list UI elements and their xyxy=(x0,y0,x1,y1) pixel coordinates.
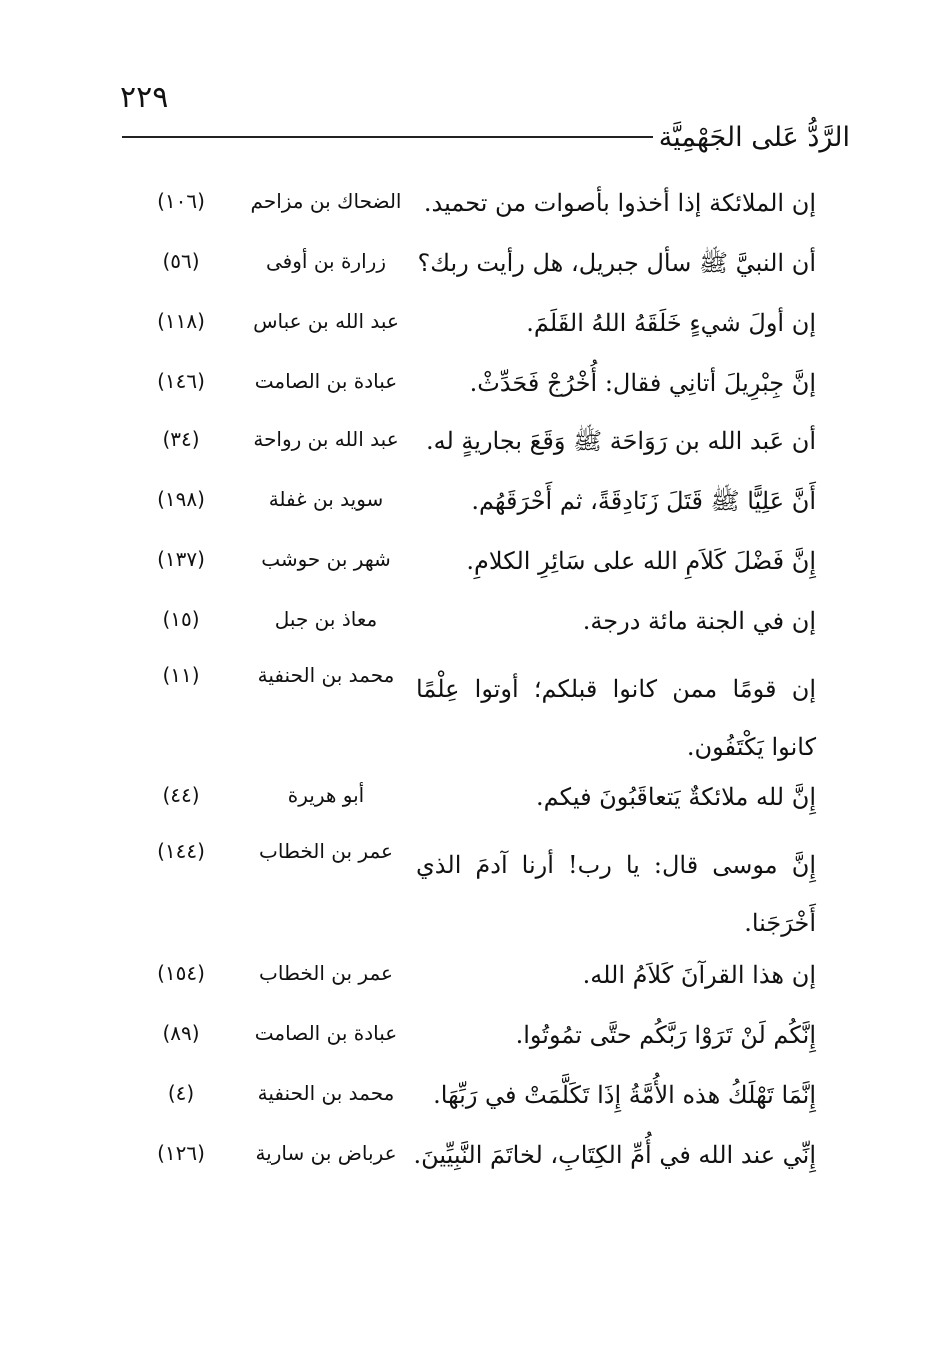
hadith-text: إن قومًا ممن كانوا قبلكم؛ أوتوا عِلْمًا كانوا يَكْتَفُون. xyxy=(416,675,816,761)
narrator-name: عمر بن الخطاب xyxy=(259,839,393,863)
narrator-name: معاذ بن جبل xyxy=(274,607,378,631)
reference-number: (٨٩) xyxy=(162,1021,200,1045)
narrator-name: عمر بن الخطاب xyxy=(259,961,393,985)
reference-number: (١٢٦) xyxy=(157,1141,205,1165)
reference-number: (٥٦) xyxy=(162,249,200,273)
reference-number: (١٥٤) xyxy=(157,961,205,985)
narrator-name: عرباض بن سارية xyxy=(255,1141,397,1165)
hadith-text: أن النبيَّ ﷺ سأل جبريل، هل رأيت ربك؟ xyxy=(417,249,816,277)
hadith-text: إِنَّمَا تَهْلَكُ هذه الأُمَّةُ إِذَا تَكَلَّمَتْ في رَبِّهَا. xyxy=(433,1081,816,1109)
hadith-text: إِنَّ موسى قال: يا رب! أرنا آدمَ الذي أَخْرَجَنا. xyxy=(416,851,816,937)
narrator-name: شهر بن حوشب xyxy=(261,547,391,571)
hadith-text: إنَّ جِبْرِيلَ أتانِي فقال: أُخْرُجْ فَحَدِّثْ. xyxy=(469,369,816,397)
reference-number: (٤) xyxy=(167,1081,195,1105)
narrator-name: سويد بن غفلة xyxy=(268,487,384,511)
narrator-name: عبادة بن الصامت xyxy=(254,369,398,393)
reference-number: (١٤٦) xyxy=(157,369,205,393)
narrator-name: الضحاك بن مزاحم xyxy=(250,189,402,213)
narrator-name: محمد بن الحنفية xyxy=(257,1081,395,1105)
hadith-text: إِنَّ لله ملائكةٌ يَتعاقَبُونَ فيكم. xyxy=(535,783,816,811)
hadith-text: إن أولَ شيءٍ خَلَقَهُ اللهُ القَلَمَ. xyxy=(526,309,816,337)
narrator-name: عبد الله بن عباس xyxy=(253,309,399,333)
narrator-name: عبد الله بن رواحة xyxy=(253,427,399,451)
reference-number: (١٤٤) xyxy=(157,839,205,863)
reference-number: (٤٤) xyxy=(162,783,200,807)
hadith-text: أَنَّ عَلِيًّا ﷺ قَتَلَ زَنَادِقَةً، ثم أَحْرَقَهُم. xyxy=(471,487,816,515)
hadith-text: أن عَبد الله بن رَوَاحَة ﷺ وَقَعَ بجاريةٍ له. xyxy=(425,427,816,455)
reference-number: (١١٨) xyxy=(157,309,205,333)
narrator-name: محمد بن الحنفية xyxy=(257,663,395,687)
page-number: ٢٢٩ xyxy=(120,80,169,115)
reference-number: (١٣٧) xyxy=(157,547,205,571)
narrator-name: عبادة بن الصامت xyxy=(254,1021,398,1045)
reference-number: (١١) xyxy=(162,663,200,687)
hadith-text: إِنِّي عند الله في أُمِّ الكِتَابِ، لخاتَمَ النَّبِيِّينَ. xyxy=(413,1141,816,1169)
hadith-text: إِنَّكُم لَنْ تَرَوْا رَبَّكُم حتَّى تمُوتُوا. xyxy=(515,1021,816,1049)
hadith-text: إن الملائكة إذا أخذوا بأصوات من تحميد. xyxy=(423,189,816,217)
hadith-text: إن في الجنة مائة درجة. xyxy=(582,607,816,635)
reference-number: (١٩٨) xyxy=(157,487,205,511)
narrator-name: زرارة بن أوفى xyxy=(266,249,386,273)
narrator-name: أبو هريرة xyxy=(287,783,365,807)
reference-number: (١٠٦) xyxy=(157,189,205,213)
reference-number: (٣٤) xyxy=(162,427,200,451)
hadith-text: إِنَّ فَضْلَ كَلاَمِ الله على سَائِرِ الكلامِ. xyxy=(466,547,816,575)
running-header: الرَّدُّ عَلى الجَهْمِيَّة xyxy=(653,120,850,156)
reference-number: (١٥) xyxy=(162,607,200,631)
hadith-text: إن هذا القرآنَ كَلاَمُ الله. xyxy=(582,961,816,989)
